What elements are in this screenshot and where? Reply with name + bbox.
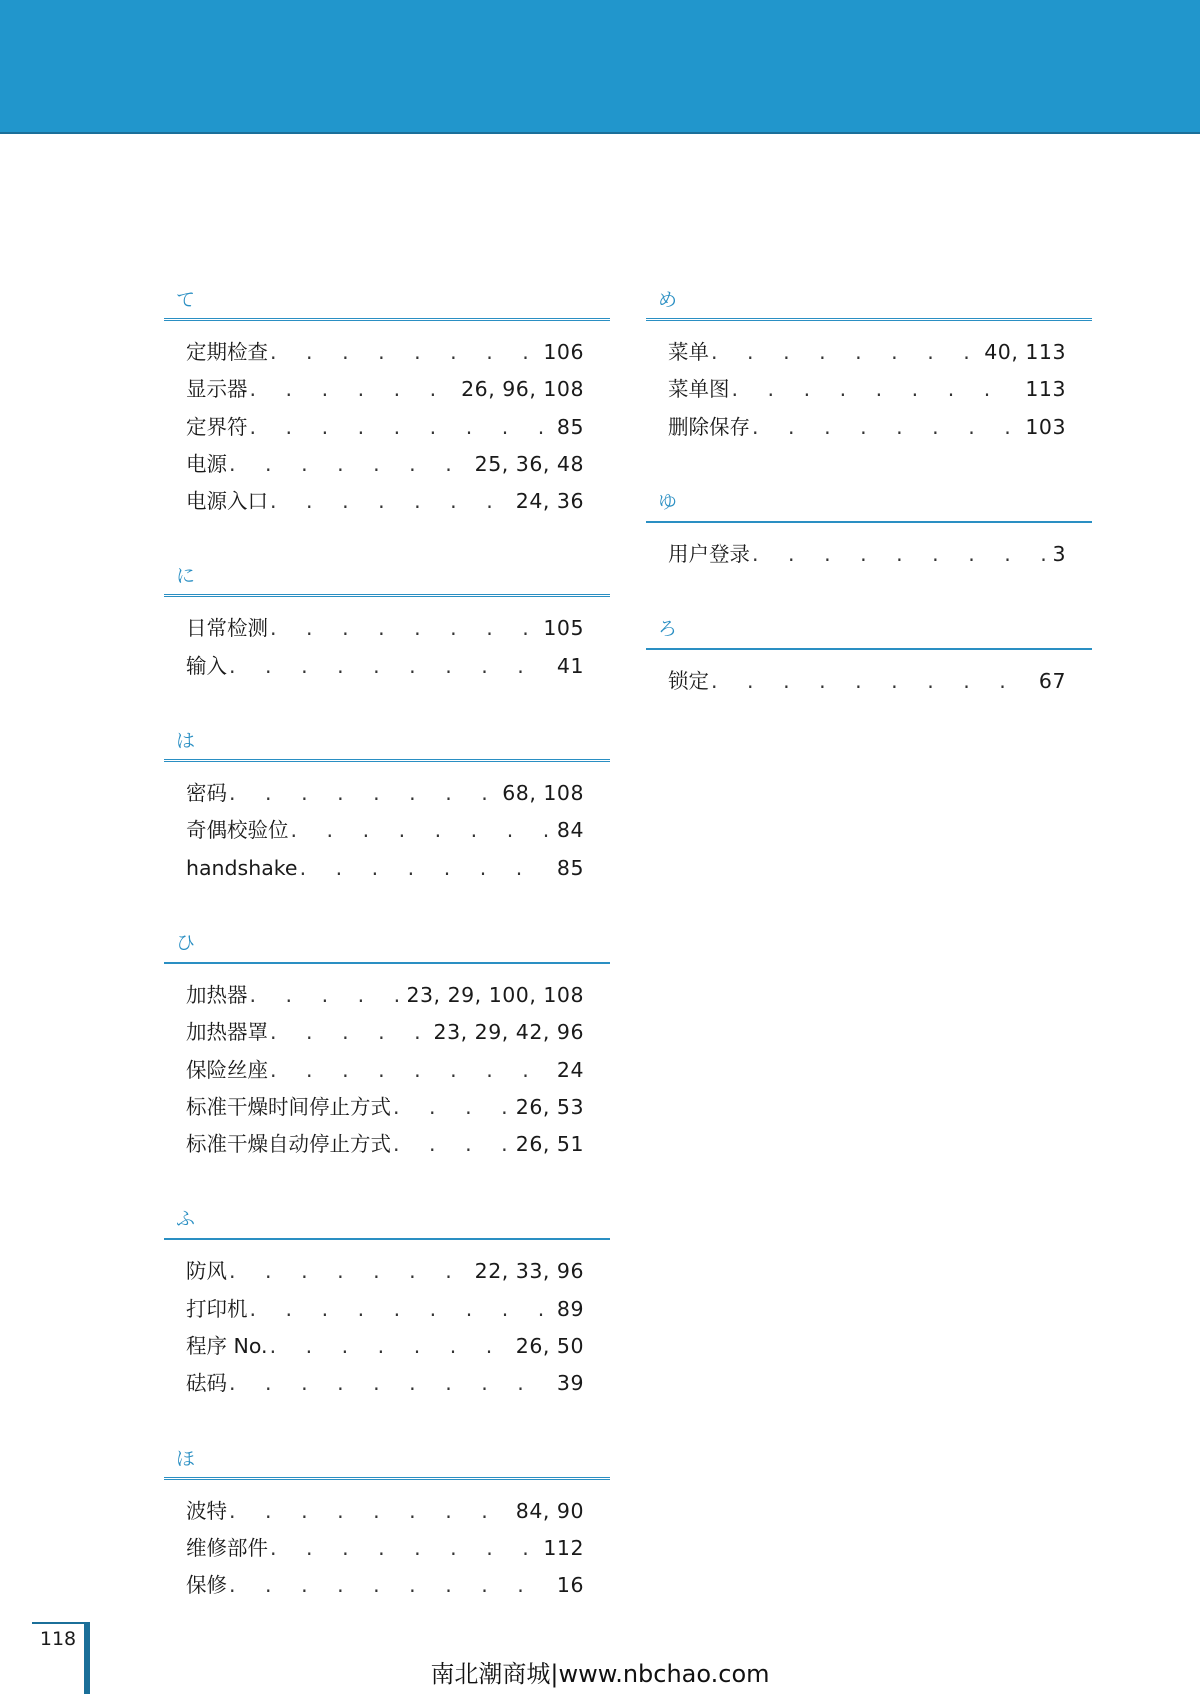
index-entry <box>164 334 610 371</box>
entry-term: 波特 <box>186 1498 227 1523</box>
index-entry <box>164 1493 610 1530</box>
index-entry <box>646 663 1092 700</box>
section-heading: ろ <box>646 611 1092 650</box>
entry-term: 奇偶校验位 <box>186 818 289 843</box>
dot-leader <box>229 446 469 483</box>
index-entry <box>646 536 1092 573</box>
index-section <box>164 1201 610 1402</box>
index-entry <box>646 334 1092 371</box>
index-entry <box>164 1253 610 1290</box>
index-section <box>164 723 610 887</box>
entry-term: 砝码 <box>186 1371 227 1396</box>
entry-pages: 26, 96, 108 <box>461 377 584 402</box>
index-column-left <box>164 282 610 1643</box>
entry-term: 程序 No. <box>186 1334 268 1359</box>
entry-pages: 26, 53 <box>515 1094 584 1119</box>
dot-leader <box>732 371 1020 408</box>
entry-pages: 39 <box>556 1371 584 1396</box>
index-section <box>646 611 1092 700</box>
entry-term: 菜单图 <box>668 377 730 402</box>
entry-pages: 41 <box>556 653 584 678</box>
entry-pages: 16 <box>556 1573 584 1598</box>
entry-pages: 23, 29, 100, 108 <box>406 982 584 1007</box>
dot-leader <box>229 775 496 812</box>
entry-pages: 40, 113 <box>984 340 1066 364</box>
entry-term: 锁定 <box>668 669 709 694</box>
entry-pages: 22, 33, 96 <box>474 1259 584 1284</box>
entry-term: 删除保存 <box>668 414 750 439</box>
entry-pages: 23, 29, 42, 96 <box>433 1020 584 1045</box>
index-entry <box>164 977 610 1014</box>
dot-leader <box>752 409 1019 446</box>
section-heading: ふ <box>164 1201 610 1240</box>
section-heading: ゆ <box>646 484 1092 523</box>
entry-term: 加热器罩 <box>186 1020 268 1045</box>
page-number: 118 <box>39 1628 77 1650</box>
index-entry <box>646 371 1092 408</box>
dot-leader <box>229 1365 551 1402</box>
entry-pages: 25, 36, 48 <box>474 451 584 476</box>
section-heading: ひ <box>164 925 610 964</box>
entry-term: 菜单 <box>668 340 709 364</box>
entry-term: 定期检查 <box>186 340 268 364</box>
entry-pages: 103 <box>1025 414 1066 439</box>
entry-pages: 24, 36 <box>515 489 584 514</box>
entry-term: 防风 <box>186 1259 227 1284</box>
dot-leader <box>270 1530 537 1567</box>
index-entry <box>164 1089 610 1126</box>
entry-term: handshake <box>186 855 298 880</box>
section-heading: に <box>164 558 610 597</box>
index-section <box>164 1441 610 1605</box>
dot-leader <box>229 1567 551 1604</box>
entry-term: 定界符 <box>186 414 248 439</box>
dot-leader <box>250 977 401 1014</box>
entry-pages: 85 <box>556 414 584 439</box>
index-entry <box>164 610 610 647</box>
index-section <box>164 925 610 1163</box>
entry-term: 标准干燥自动停止方式 <box>186 1132 391 1157</box>
entry-pages: 67 <box>1038 669 1066 694</box>
entry-term: 标准干燥时间停止方式 <box>186 1094 391 1119</box>
index-section <box>646 484 1092 573</box>
entry-term: 电源入口 <box>186 489 268 514</box>
entry-term: 保修 <box>186 1573 227 1598</box>
dot-leader <box>229 1253 469 1290</box>
dot-leader <box>270 1014 428 1051</box>
index-entry <box>164 1052 610 1089</box>
index-entry <box>164 648 610 685</box>
entry-pages: 26, 51 <box>515 1132 584 1157</box>
index-entry <box>164 850 610 887</box>
entry-pages: 84 <box>556 818 584 843</box>
dot-leader <box>270 1328 510 1365</box>
index-section <box>164 282 610 520</box>
dot-leader <box>270 334 537 371</box>
index-entry <box>164 446 610 483</box>
section-heading: て <box>164 282 610 321</box>
index-section <box>164 558 610 685</box>
index-entry <box>164 1126 610 1163</box>
dot-leader <box>393 1089 510 1126</box>
dot-leader <box>250 371 456 408</box>
entry-pages: 84, 90 <box>515 1498 584 1523</box>
entry-pages: 112 <box>543 1535 584 1560</box>
entry-pages: 85 <box>556 855 584 880</box>
dot-leader <box>752 536 1046 573</box>
entry-term: 加热器 <box>186 982 248 1007</box>
dot-leader <box>229 1493 510 1530</box>
top-banner <box>0 0 1200 134</box>
index-entry <box>164 483 610 520</box>
index-entry <box>164 409 610 446</box>
dot-leader <box>711 663 1033 700</box>
dot-leader <box>711 334 978 371</box>
dot-leader <box>291 812 551 849</box>
index-entry <box>164 1291 610 1328</box>
dot-leader <box>300 850 551 887</box>
index-entry <box>164 812 610 849</box>
entry-pages: 26, 50 <box>515 1334 584 1359</box>
entry-pages: 113 <box>1025 377 1066 402</box>
section-heading: ほ <box>164 1441 610 1480</box>
entry-term: 密码 <box>186 781 227 806</box>
entry-pages: 89 <box>556 1296 584 1321</box>
entry-pages: 68, 108 <box>502 781 584 806</box>
index-entry <box>164 1365 610 1402</box>
dot-leader <box>270 483 510 520</box>
entry-term: 维修部件 <box>186 1535 268 1560</box>
entry-pages: 24 <box>556 1057 584 1082</box>
section-heading: め <box>646 282 1092 321</box>
entry-pages: 3 <box>1052 541 1066 566</box>
entry-term: 用户登录 <box>668 541 750 566</box>
index-entry <box>164 775 610 812</box>
index-entry <box>164 1530 610 1567</box>
dot-leader <box>270 1052 551 1089</box>
index-entry <box>164 1567 610 1604</box>
entry-pages: 106 <box>543 340 584 364</box>
dot-leader <box>250 1291 551 1328</box>
index-entry <box>164 371 610 408</box>
entry-term: 保险丝座 <box>186 1057 268 1082</box>
entry-term: 显示器 <box>186 377 248 402</box>
entry-term: 输入 <box>186 653 227 678</box>
dot-leader <box>229 648 551 685</box>
index-entry <box>646 409 1092 446</box>
dot-leader <box>250 409 551 446</box>
footer-watermark: 南北潮商城|www.nbchao.com <box>430 1660 770 1688</box>
dot-leader <box>270 610 537 647</box>
entry-term: 打印机 <box>186 1296 248 1321</box>
dot-leader <box>393 1126 510 1163</box>
index-section <box>646 282 1092 446</box>
entry-pages: 105 <box>543 616 584 641</box>
index-column-right <box>646 282 1092 738</box>
entry-term: 日常检测 <box>186 616 268 641</box>
index-entry <box>164 1014 610 1051</box>
entry-term: 电源 <box>186 451 227 476</box>
section-heading: は <box>164 723 610 762</box>
index-entry <box>164 1328 610 1365</box>
